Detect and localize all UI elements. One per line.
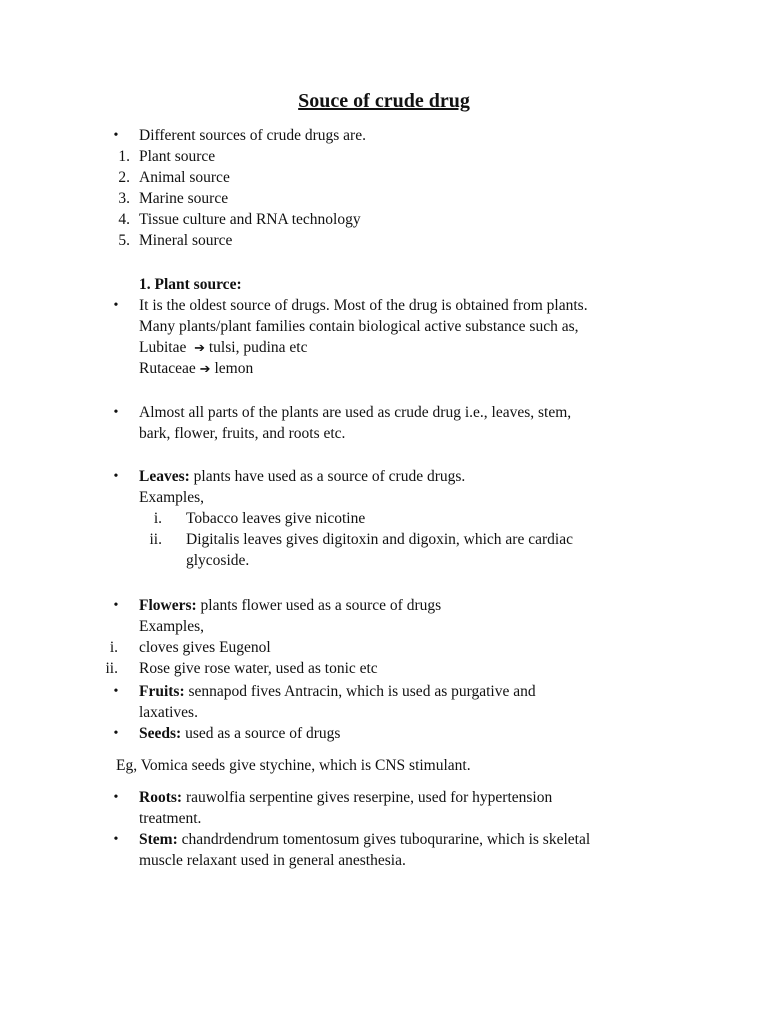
bullet-icon: • [113, 469, 119, 484]
section-heading: 1. Plant source: [139, 276, 242, 293]
bullet-icon: • [113, 598, 119, 613]
bullet-icon: • [113, 726, 119, 741]
bullet-icon: • [113, 684, 119, 699]
right-arrow-icon: ➔ [194, 340, 205, 355]
bullet-icon: • [113, 128, 119, 143]
bullet-icon: • [113, 405, 119, 420]
bullet-icon: • [113, 832, 119, 847]
bullet-icon: • [113, 298, 119, 313]
page-title: Souce of crude drug [298, 90, 470, 112]
bullet-icon: • [113, 790, 119, 805]
right-arrow-icon: ➔ [199, 361, 211, 376]
